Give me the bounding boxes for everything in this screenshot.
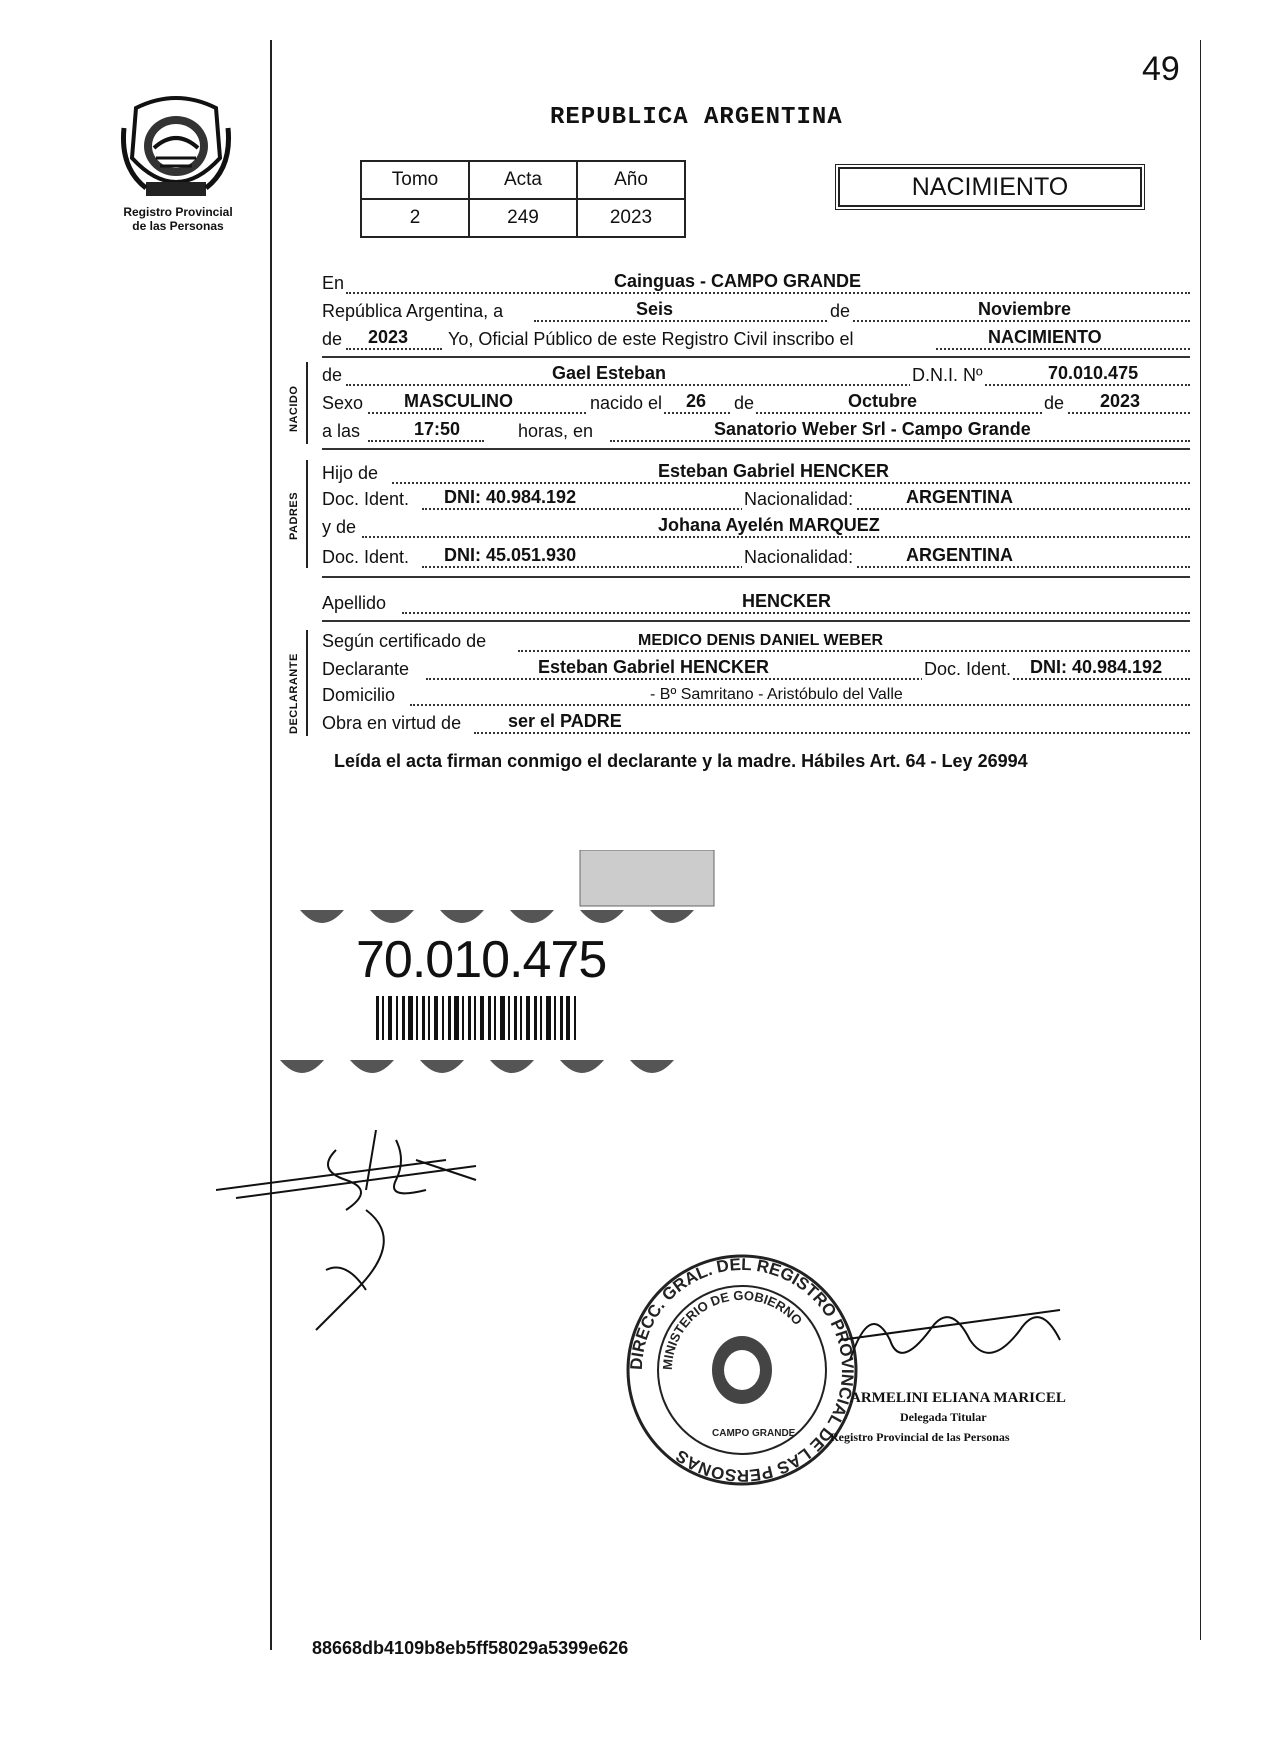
dotted-line bbox=[346, 292, 1190, 294]
horas-label: horas, en bbox=[518, 421, 594, 441]
closing-note: Leída el acta firman conmigo el declarante y la madre. Hábiles Art. 64 - Ley 26994 bbox=[334, 751, 1028, 771]
madre-doc-value: DNI: 45.051.930 bbox=[444, 545, 577, 565]
declarante-bracket bbox=[306, 630, 308, 736]
row-madre-doc bbox=[322, 544, 1190, 570]
yde-label: y de bbox=[322, 517, 357, 537]
nacionalidad-label: Nacionalidad: bbox=[744, 489, 854, 509]
dotted-line bbox=[474, 732, 1190, 734]
day-value: Seis bbox=[636, 299, 674, 319]
section-divider bbox=[322, 356, 1190, 358]
padres-bracket bbox=[306, 460, 308, 568]
certificado-value: MEDICO DENIS DANIEL WEBER bbox=[638, 632, 884, 649]
section-divider bbox=[322, 576, 1190, 578]
nacionalidad-label-2: Nacionalidad: bbox=[744, 547, 854, 567]
tomo-value: 2 bbox=[361, 199, 469, 237]
official-signature bbox=[840, 1300, 1080, 1390]
row-nombre bbox=[322, 362, 1190, 388]
dotted-line bbox=[362, 536, 1190, 538]
row-en bbox=[322, 270, 1190, 296]
padres-side-label: PADRES bbox=[288, 491, 300, 540]
logo-caption: Registro Provincial de las Personas bbox=[123, 205, 233, 233]
alas-label: a las bbox=[322, 421, 361, 441]
dotted-line bbox=[368, 440, 484, 442]
acta-value: 249 bbox=[469, 199, 577, 237]
nac-dia-value: 26 bbox=[686, 391, 707, 411]
nacido-label: nacido el bbox=[590, 393, 663, 413]
dotted-line bbox=[368, 412, 1190, 414]
dotted-line bbox=[402, 612, 1190, 614]
official-role: Delegada Titular bbox=[900, 1410, 987, 1424]
domicilio-label: Domicilio bbox=[322, 685, 396, 705]
padre-name-value: Esteban Gabriel HENCKER bbox=[658, 461, 890, 481]
declarante-label: Declarante bbox=[322, 659, 410, 679]
stamp-outer-text: DIRECC. GRAL. DEL REGISTRO PROVINCIAL DE LAS PERSONAS bbox=[626, 1254, 858, 1486]
right-margin-line bbox=[1200, 40, 1201, 1640]
oficial-text: Yo, Oficial Público de este Registro Civil inscribo el bbox=[448, 329, 854, 349]
de-label-3: de bbox=[322, 365, 343, 385]
madre-name-value: Johana Ayelén MARQUEZ bbox=[658, 515, 880, 535]
apellido-value: HENCKER bbox=[742, 591, 832, 611]
decl-doc-label: Doc. Ident. bbox=[924, 659, 1012, 679]
anio-value: 2023 bbox=[577, 199, 685, 237]
row-hora bbox=[322, 418, 1190, 444]
en-label: En bbox=[322, 273, 345, 293]
declarante-value: Esteban Gabriel HENCKER bbox=[538, 657, 770, 677]
nac-anio-value: 2023 bbox=[1100, 391, 1141, 411]
segun-label: Según certificado de bbox=[322, 631, 487, 651]
year-value: 2023 bbox=[368, 327, 409, 347]
row-date bbox=[322, 298, 1190, 324]
anio-header: Año bbox=[577, 161, 685, 199]
madre-nac-value: ARGENTINA bbox=[906, 545, 1013, 565]
republica-label: República Argentina, a bbox=[322, 301, 504, 321]
hora-value: 17:50 bbox=[414, 419, 461, 439]
page-number: 49 bbox=[1142, 50, 1180, 88]
nac-de-label: de bbox=[734, 393, 755, 413]
nacido-side-label: NACIDO bbox=[288, 385, 300, 432]
official-round-stamp bbox=[622, 1250, 862, 1490]
inscribo-value: NACIMIENTO bbox=[988, 327, 1102, 347]
declarante-side-label: DECLARANTE bbox=[288, 653, 300, 734]
de-label: de bbox=[830, 301, 851, 321]
en-value: Cainguas - CAMPO GRANDE bbox=[614, 271, 862, 291]
tomo-header: Tomo bbox=[361, 161, 469, 199]
dotted-line bbox=[346, 384, 1190, 386]
lugar-value: Sanatorio Weber Srl - Campo Grande bbox=[714, 419, 1031, 439]
row-certificado bbox=[322, 628, 1190, 654]
de-label-2: de bbox=[322, 329, 343, 349]
dotted-line bbox=[936, 348, 1190, 350]
dotted-line bbox=[410, 704, 1190, 706]
declarant-signature bbox=[216, 1120, 546, 1340]
document-hash: 88668db4109b8eb5ff58029a5399e626 bbox=[312, 1638, 629, 1658]
id-sticker-number: 70.010.475 bbox=[356, 931, 607, 989]
sexo-label: Sexo bbox=[322, 393, 364, 413]
row-declarante bbox=[322, 656, 1190, 682]
doc-label-2: Doc. Ident. bbox=[322, 547, 410, 567]
sexo-value: MASCULINO bbox=[404, 391, 513, 411]
dotted-line bbox=[346, 348, 442, 350]
misiones-coat-of-arms-logo bbox=[116, 88, 236, 206]
dotted-line bbox=[392, 482, 1190, 484]
hijo-label: Hijo de bbox=[322, 463, 379, 483]
dni-label: D.N.I. Nº bbox=[912, 365, 983, 385]
acta-header: Acta bbox=[469, 161, 577, 199]
dni-value: 70.010.475 bbox=[1048, 363, 1139, 383]
month-value: Noviembre bbox=[978, 299, 1072, 319]
dotted-line bbox=[610, 440, 1190, 442]
dotted-line bbox=[518, 650, 1190, 652]
row-sexo bbox=[322, 390, 1190, 416]
document-type-box: NACIMIENTO bbox=[838, 167, 1142, 207]
doc-label: Doc. Ident. bbox=[322, 489, 410, 509]
nombre-value: Gael Esteban bbox=[552, 363, 667, 383]
section-divider bbox=[322, 448, 1190, 450]
row-padre bbox=[322, 460, 1190, 486]
row-obra bbox=[322, 710, 1190, 736]
nac-mes-value: Octubre bbox=[848, 391, 918, 411]
nac-de2-label: de bbox=[1044, 393, 1065, 413]
padre-nac-value: ARGENTINA bbox=[906, 487, 1013, 507]
row-domicilio bbox=[322, 682, 1190, 708]
document-title: REPUBLICA ARGENTINA bbox=[550, 104, 843, 131]
stamp-inner-text: MINISTERIO DE GOBIERNO bbox=[659, 1287, 806, 1371]
decl-doc-value: DNI: 40.984.192 bbox=[1030, 657, 1163, 677]
nacido-bracket bbox=[306, 362, 308, 444]
domicilio-value: - Bº Samritano - Aristóbulo del Valle bbox=[650, 686, 903, 703]
obra-value: ser el PADRE bbox=[508, 711, 622, 731]
row-year bbox=[322, 326, 1190, 352]
left-margin-line bbox=[270, 40, 272, 1650]
section-divider bbox=[322, 620, 1190, 622]
dotted-line bbox=[426, 678, 1190, 680]
obra-label: Obra en virtud de bbox=[322, 713, 462, 733]
stamp-bottom-text: CAMPO GRANDE bbox=[712, 1428, 796, 1439]
row-padre-doc bbox=[322, 486, 1190, 512]
dotted-line bbox=[534, 320, 1190, 322]
official-office: Registro Provincial de las Personas bbox=[830, 1430, 1010, 1444]
row-madre bbox=[322, 514, 1190, 540]
padre-doc-value: DNI: 40.984.192 bbox=[444, 487, 577, 507]
apellido-label: Apellido bbox=[322, 593, 387, 613]
register-table bbox=[360, 160, 686, 238]
row-apellido bbox=[322, 590, 1190, 616]
official-name: ARMELINI ELIANA MARICEL bbox=[850, 1390, 1066, 1406]
